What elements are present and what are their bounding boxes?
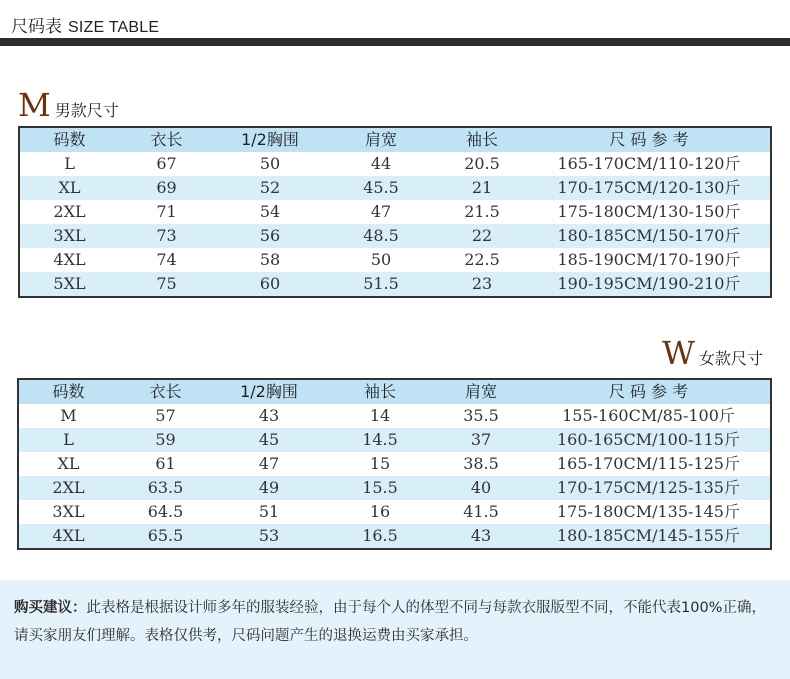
women-col-size: 码数 — [52, 382, 85, 401]
table-cell: 22.5 — [464, 250, 500, 269]
women-section-title — [662, 334, 763, 372]
table-cell: 180-185CM/145-155斤 — [557, 526, 740, 545]
table-cell: 67 — [156, 154, 177, 173]
table-cell: 4XL — [53, 250, 86, 269]
table-cell: 170-175CM/125-135斤 — [557, 478, 740, 497]
women-col-length: 衣长 — [149, 382, 182, 401]
table-cell: 65.5 — [147, 526, 184, 545]
table-cell: 58 — [259, 250, 281, 269]
table-cell: 60 — [259, 274, 281, 293]
table-cell: 180-185CM/150-170斤 — [557, 226, 741, 245]
table-cell: 57 — [155, 406, 176, 425]
table-cell: 53 — [258, 526, 280, 545]
table-row — [18, 476, 771, 500]
table-cell: 73 — [156, 226, 177, 245]
page-header — [0, 0, 790, 46]
men-size-table — [18, 126, 772, 298]
table-row — [19, 224, 771, 248]
table-cell: 51.5 — [363, 274, 399, 293]
men-table-header — [19, 127, 771, 152]
table-cell: 22 — [471, 226, 493, 245]
women-col-half-chest: 1/2胸围 — [240, 382, 298, 401]
women-size-table — [17, 378, 772, 550]
table-cell: L — [64, 154, 75, 173]
table-cell: 185-190CM/170-190斤 — [557, 250, 741, 269]
table-cell: 47 — [258, 454, 280, 473]
purchase-advice-panel — [0, 580, 790, 679]
header-title-en: SIZE TABLE — [68, 19, 160, 36]
purchase-advice — [14, 594, 780, 650]
men-col-shoulder: 肩宽 — [364, 130, 397, 149]
table-row — [18, 404, 771, 428]
header-title-cn: 尺码表 — [11, 17, 62, 37]
table-cell: 37 — [470, 430, 492, 449]
table-cell: 49 — [258, 478, 280, 497]
advice-lead: 购买建议： — [14, 600, 87, 616]
table-cell: 2XL — [53, 202, 86, 221]
table-cell: 51 — [258, 502, 280, 521]
table-cell: 54 — [259, 202, 281, 221]
table-row — [19, 176, 771, 200]
table-cell: 45 — [258, 430, 280, 449]
table-cell: 71 — [156, 202, 177, 221]
table-cell: 165-170CM/115-125斤 — [557, 454, 740, 473]
table-row — [18, 452, 771, 476]
table-cell: 52 — [259, 178, 281, 197]
table-cell: XL — [57, 454, 80, 473]
men-label: 男款尺寸 — [54, 101, 119, 120]
table-cell: 175-180CM/130-150斤 — [557, 202, 741, 221]
table-cell: 35.5 — [463, 406, 499, 425]
men-col-half-chest: 1/2胸围 — [241, 130, 299, 149]
table-cell: 15.5 — [362, 478, 398, 497]
men-col-length: 衣长 — [150, 130, 183, 149]
men-col-size: 码数 — [53, 130, 86, 149]
women-table-header — [18, 379, 771, 404]
table-row — [18, 524, 771, 549]
table-cell: 64.5 — [147, 502, 184, 521]
table-cell: L — [63, 430, 74, 449]
table-row — [19, 272, 771, 297]
table-cell: XL — [58, 178, 81, 197]
table-cell: M — [60, 406, 77, 425]
women-col-sleeve: 袖长 — [363, 382, 396, 401]
men-letter: M — [18, 86, 51, 124]
header-title — [11, 12, 159, 37]
table-cell: 4XL — [52, 526, 85, 545]
table-cell: 41.5 — [463, 502, 499, 521]
men-col-sleeve: 袖长 — [465, 130, 498, 149]
women-col-shoulder: 肩宽 — [464, 382, 497, 401]
table-cell: 50 — [259, 154, 281, 173]
table-cell: 175-180CM/135-145斤 — [557, 502, 740, 521]
table-cell: 61 — [155, 454, 176, 473]
table-cell: 160-165CM/100-115斤 — [557, 430, 740, 449]
table-cell: 190-195CM/190-210斤 — [557, 274, 741, 293]
table-cell: 165-170CM/110-120斤 — [557, 154, 741, 173]
table-row — [19, 248, 771, 272]
table-row — [19, 200, 771, 224]
table-cell: 21.5 — [464, 202, 500, 221]
table-cell: 14.5 — [362, 430, 398, 449]
table-cell: 63.5 — [147, 478, 184, 497]
table-cell: 14 — [369, 406, 391, 425]
table-cell: 5XL — [53, 274, 86, 293]
table-cell: 23 — [471, 274, 493, 293]
table-cell: 47 — [370, 202, 392, 221]
table-cell: 75 — [156, 274, 177, 293]
women-col-reference: 尺 码 参 考 — [608, 382, 689, 401]
table-cell: 44 — [370, 154, 392, 173]
table-cell: 50 — [370, 250, 392, 269]
table-cell: 59 — [155, 430, 176, 449]
header-divider-bar — [0, 38, 790, 46]
men-col-reference: 尺 码 参 考 — [609, 130, 689, 149]
women-letter: W — [662, 334, 695, 372]
table-cell: 2XL — [52, 478, 85, 497]
advice-text: 此表格是根据设计师多年的服装经验，由于每个人的体型不同与每款衣服版型不同，不能代表100%正确，请买家朋友们理解。表格仅供考，尺码问题产生的退换运费由买家承担。 — [14, 600, 766, 644]
table-row — [18, 428, 771, 452]
table-row — [19, 152, 771, 176]
table-cell: 21 — [471, 178, 493, 197]
table-cell: 155-160CM/85-100斤 — [562, 406, 735, 425]
table-cell: 74 — [156, 250, 177, 269]
men-section-title — [18, 86, 119, 124]
table-cell: 40 — [470, 478, 492, 497]
table-cell: 45.5 — [363, 178, 399, 197]
table-cell: 56 — [259, 226, 281, 245]
table-cell: 15 — [369, 454, 391, 473]
table-cell: 69 — [156, 178, 177, 197]
table-cell: 3XL — [53, 226, 86, 245]
table-row — [18, 500, 771, 524]
table-cell: 48.5 — [363, 226, 399, 245]
table-cell: 20.5 — [464, 154, 500, 173]
table-cell: 16.5 — [362, 526, 398, 545]
women-label: 女款尺寸 — [698, 349, 763, 368]
table-cell: 170-175CM/120-130斤 — [557, 178, 741, 197]
table-cell: 38.5 — [463, 454, 499, 473]
table-cell: 43 — [470, 526, 492, 545]
table-cell: 16 — [369, 502, 391, 521]
table-cell: 3XL — [52, 502, 85, 521]
table-cell: 43 — [258, 406, 280, 425]
